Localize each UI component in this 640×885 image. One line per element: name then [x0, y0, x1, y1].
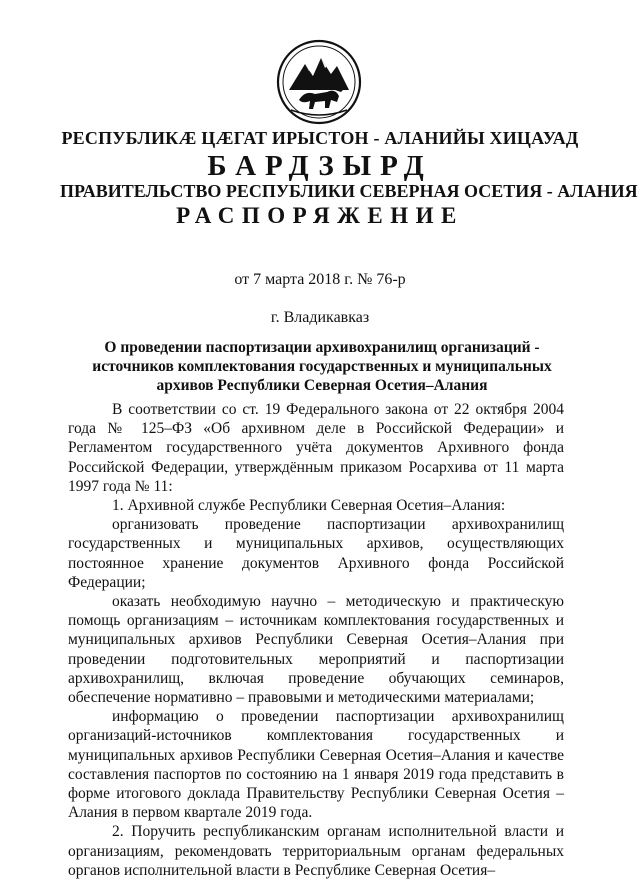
- header-decree-ossetian: БАРДЗЫРД: [207, 150, 433, 182]
- header-republic-ossetian: РЕСПУБЛИКӔ ЦӔГАТ ИРЫСТОН - АЛАНИЙЫ ХИЦАУАД: [61, 128, 579, 148]
- paragraph-assist: оказать необходимую научно – методическую и практическую помощь организациям – источникам комплектования государственных и муниципальных архивов Республики Северная Осетия–Алания при проведении подготовительных мероприятий и паспортизации архивохранилищ, включая проведение обучающих семинаров, обеспечение нормативно – правовыми и методическими материалами;: [68, 593, 564, 707]
- header-decree-russian: РАСПОРЯЖЕНИЕ: [176, 203, 464, 228]
- header-government-russian: ПРАВИТЕЛЬСТВО РЕСПУБЛИКИ СЕВЕРНАЯ ОСЕТИЯ - АЛАНИЯ: [60, 181, 638, 201]
- city-line: г. Владикавказ: [270, 309, 370, 326]
- date-and-number: от 7 марта 2018 г. № 76-р: [234, 271, 406, 288]
- paragraph-organize: организовать проведение паспортизации архивохранилищ государственных и муниципальных архивов, осуществляющих постоянное хранение документов Архивного фонда Российской Федерации;: [68, 516, 564, 591]
- paragraph-report: информацию о проведении паспортизации архивохранилищ организаций-источников комплектования государственных и муниципальных архивов Республики Северная Осетия–Алания и качестве составления паспортов по состоянию на 1 января 2019 года представить в форме итогового доклада Правительству Республики Северная Осетия – Алания в первом квартале 2019 года.: [68, 708, 564, 822]
- paragraph-item-1: 1. Архивной службе Республики Северная Осетия–Алания:: [112, 497, 506, 515]
- paragraph-item-2: 2. Поручить республиканским органам исполнительной власти и организациям, рекомендовать территориальным органам федеральных органов исполнительной власти в Республике Северная Осетия–: [68, 823, 564, 879]
- coat-of-arms-emblem: [275, 38, 363, 126]
- paragraph-preamble: В соответствии со ст. 19 Федерального закона от 22 октября 2004 года № 125–ФЗ «Об архивном деле в Российской Федерации» и Регламентом государственного учёта документов Архивного фонда Российской Федерации, утверждённым приказом Росархива от 11 марта 1997 года № 11:: [68, 401, 564, 495]
- document-title: О проведении паспортизации архивохранилищ организаций - источников комплектования государственных и муниципальных архивов Республики Северная Осетия–Алания: [92, 339, 552, 394]
- document-body: [68, 400, 564, 880]
